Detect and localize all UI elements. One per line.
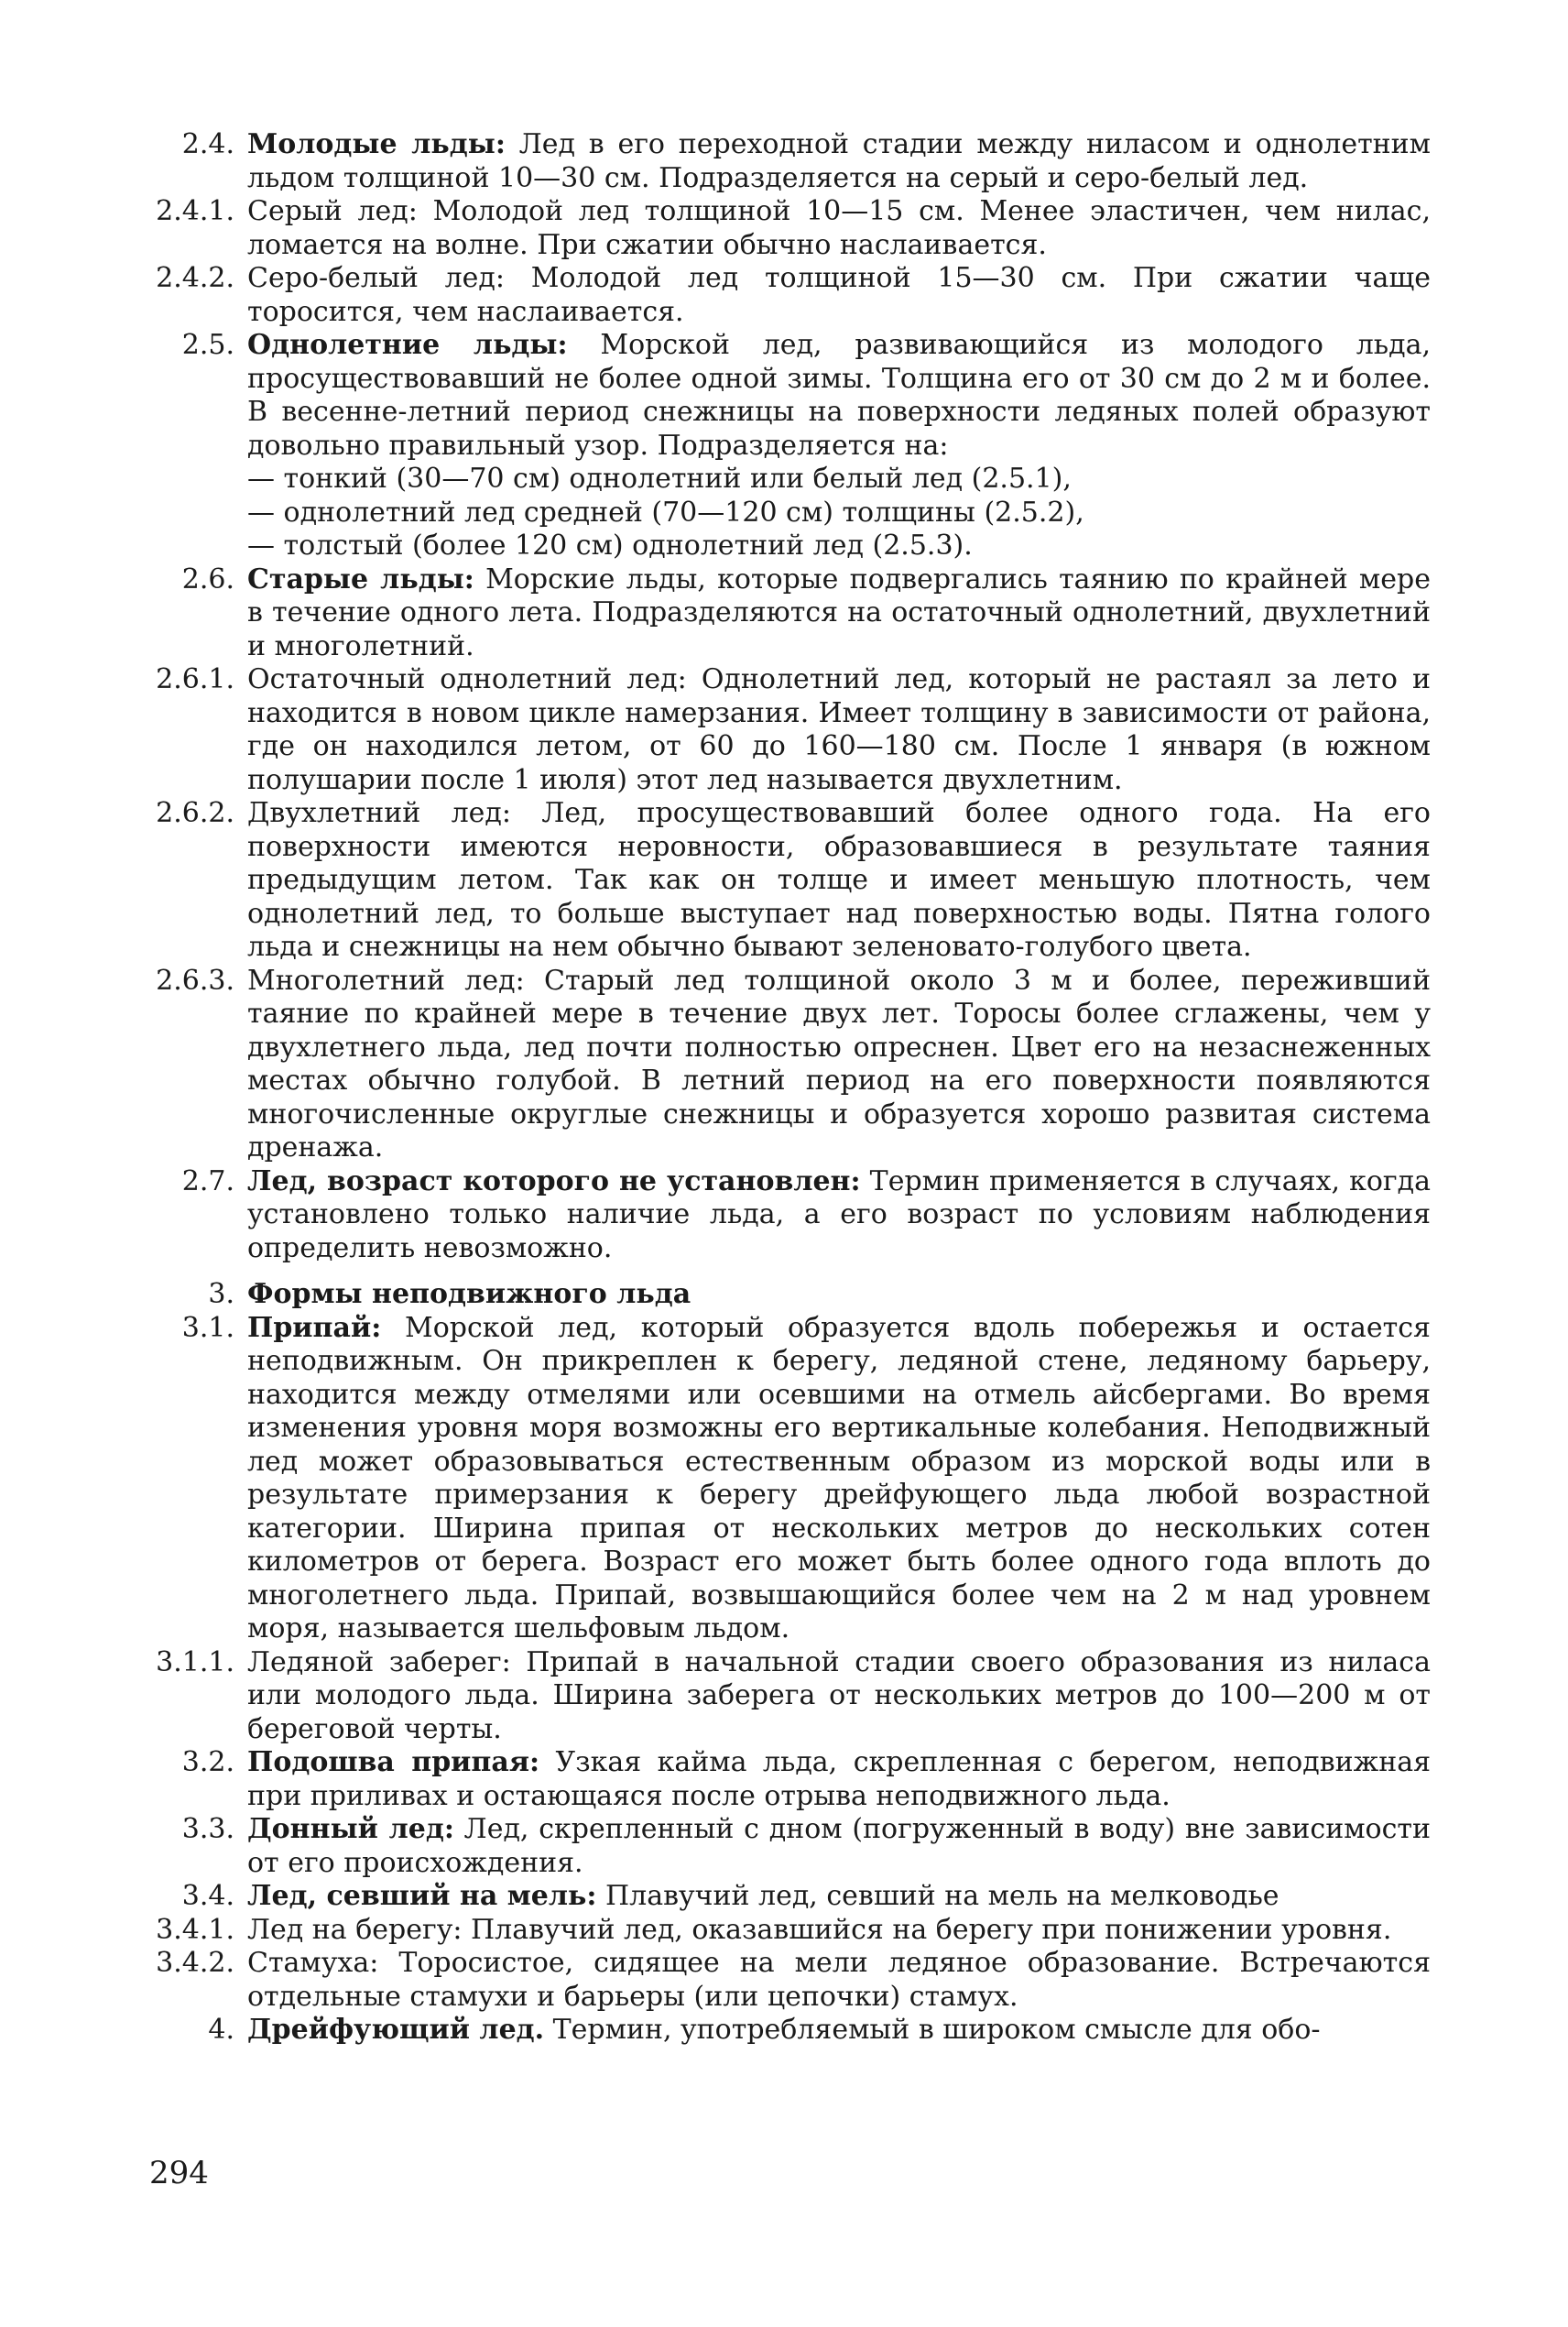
entry-body	[247, 1278, 1431, 1312]
entry-3-4-2	[137, 1947, 1431, 2014]
entry-2-5	[137, 329, 1431, 463]
entry-body	[247, 2014, 1431, 2048]
entry-body	[247, 563, 1431, 664]
entry-text: Морской лед, который образуется вдоль побережья и остается неподвижным. Он прикреплен к берегу, ледяной стене, ледяному барьеру, находится между отмелями или осевшими на отмель айсбергами. Во время изменения уровня моря возможны его вертикальные колебания. Неподвижный лед может образовываться естественным образом из морской воды или в результате примерзания к берегу дрейфующего льда любой возрастной категории. Ширина припая от нескольких метров до нескольких сотен километров от берега. Возраст его может быть более одного года вплоть до многолетнего льда. Припай, возвышающийся более чем на 2 м над уровнем моря, называется шельфовым льдом.	[247, 1311, 1431, 1644]
entry-body	[247, 1880, 1431, 1914]
entry-number: 3.2.	[181, 1746, 234, 1778]
entry-text: Морской лед, развивающийся из молодого льда, просуществовавший не более одной зимы. Толщина его от 30 см до 2 м и более. В весенне-летний период снежницы на поверхности ледяных полей образуют довольно правильный узор. Подразделяется на:	[247, 329, 1432, 462]
entry-term: Однолетние льды:	[247, 329, 568, 361]
entry-number: 3.1.	[181, 1311, 234, 1344]
section-heading-3	[137, 1278, 1431, 1312]
entry-body	[247, 1312, 1431, 1646]
entry-2-6	[137, 563, 1431, 664]
entry-text: Плавучий лед, севший на мель на мелководье	[596, 1880, 1279, 1912]
entry-number: 4.	[208, 2014, 234, 2046]
entry-number: 2.6.	[181, 563, 234, 595]
list-item-thick-ice	[137, 530, 1431, 563]
entry-body	[247, 965, 1431, 1165]
entry-body	[247, 463, 1431, 497]
entry-number: 3.4.1.	[156, 1913, 234, 1946]
entry-term: Лед, севший на мель:	[247, 1880, 597, 1912]
entry-text: Морские льды, которые подвергались таянию по крайней мере в течение одного лета. Подразделяются на остаточный однолетний, двухлетний и многолетний.	[247, 563, 1431, 662]
entry-term: Донный лед:	[247, 1813, 454, 1845]
entry-text: — однолетний лед средней (70—120 см) толщины (2.5.2),	[247, 496, 1084, 529]
entry-text: Термин применяется в случаях, когда установлено только наличие льда, а его возраст по условиям наблюдения определить невозможно.	[247, 1164, 1431, 1264]
entry-2-4	[137, 128, 1431, 195]
entry-body	[247, 1646, 1431, 1747]
entry-body	[247, 1947, 1431, 2014]
entry-body	[247, 128, 1431, 195]
page-number: 294	[149, 2155, 209, 2191]
entry-2-4-1	[137, 195, 1431, 262]
entry-3-4-1	[137, 1914, 1431, 1948]
entry-3-4	[137, 1880, 1431, 1914]
entry-term: Лед, возраст которого не установлен:	[247, 1164, 861, 1197]
entry-2-6-3	[137, 965, 1431, 1165]
entry-text: Ледяной заберег: Припай в начальной стадии своего образования из ниласа или молодого льда. Ширина заберега от нескольких метров до 100—200 м от береговой черты.	[247, 1645, 1431, 1745]
entry-3-2	[137, 1746, 1431, 1813]
entry-text: Многолетний лед: Старый лед толщиной около 3 м и более, переживший таяние по крайней мере в течение двух лет. Торосы более сглажены, чем у двухлетнего льда, лед почти полностью опреснен. Цвет его на незаснеженных местах обычно голубой. В летний период на его поверхности появляются многочисленные округлые снежницы и образуется хорошо развитая система дренажа.	[247, 964, 1431, 1164]
entry-3-1	[137, 1312, 1431, 1646]
entry-2-4-2	[137, 262, 1431, 329]
entry-number: 2.7.	[181, 1164, 234, 1197]
entry-number: 2.4.1.	[156, 195, 234, 227]
entry-text: Термин, употребляемый в широком смысле для обо-	[544, 2014, 1321, 2046]
entry-number: 3.	[208, 1278, 234, 1310]
entry-body	[247, 1914, 1431, 1948]
entry-text: Узкая кайма льда, скрепленная с берегом, неподвижная при приливах и остающаяся после отрыва неподвижного льда.	[247, 1746, 1432, 1812]
entry-body	[247, 1746, 1431, 1813]
entry-3-1-1	[137, 1646, 1431, 1747]
entry-2-7	[137, 1165, 1431, 1266]
entry-text: Лед на берегу: Плавучий лед, оказавшийся на берегу при понижении уровня.	[247, 1913, 1392, 1946]
entry-text: Стамуха: Торосистое, сидящее на мели ледяное образование. Встречаются отдельные стамухи и барьеры (или цепочки) стамух.	[247, 1947, 1431, 2013]
entry-number: 3.3.	[181, 1813, 234, 1845]
entry-number: 2.6.3.	[156, 964, 234, 997]
entry-text: Лед в его переходной стадии между ниласом и однолетним льдом толщиной 10—30 см. Подразделяется на серый и серо-белый лед.	[247, 128, 1431, 194]
list-item-medium-ice	[137, 497, 1431, 530]
entry-text: — толстый (более 120 см) однолетний лед (2.5.3).	[247, 530, 973, 562]
entry-2-6-2	[137, 797, 1431, 965]
entry-number: 2.4.	[181, 128, 234, 160]
list-item-thin-ice	[137, 463, 1431, 497]
entry-number: 2.6.1.	[156, 663, 234, 695]
entry-3-3	[137, 1813, 1431, 1880]
entry-text: Лед, скрепленный с дном (погруженный в воду) вне зависимости от его происхождения.	[247, 1813, 1431, 1879]
entry-number: 2.4.2.	[156, 262, 234, 294]
entry-body	[247, 1165, 1431, 1266]
entry-body	[247, 1813, 1431, 1880]
entry-text: Серо-белый лед: Молодой лед толщиной 15—30 см. При сжатии чаще торосится, чем наслаивается.	[247, 262, 1431, 328]
entry-2-6-1	[137, 663, 1431, 797]
entry-text: Серый лед: Молодой лед толщиной 10—15 см. Менее эластичен, чем нилас, ломается на волне. При сжатии обычно наслаивается.	[247, 195, 1431, 261]
entry-term: Припай:	[247, 1311, 382, 1344]
entry-body	[247, 530, 1431, 563]
entry-number: 2.5.	[181, 329, 234, 361]
entry-number: 3.1.1.	[156, 1645, 234, 1678]
entry-body	[247, 663, 1431, 797]
entry-text: Двухлетний лед: Лед, просуществовавший более одного года. На его поверхности имеются неровности, образовавшиеся в результате таяния предыдущим летом. Так как он толще и имеет меньшую плотность, чем однолетний лед, то больше выступает над поверхностью воды. Пятна голого льда и снежницы на нем обычно бывают зеленовато-голубого цвета.	[247, 797, 1431, 963]
entry-body	[247, 329, 1431, 463]
entry-term: Старые льды:	[247, 563, 474, 595]
entry-term: Дрейфующий лед.	[247, 2014, 545, 2046]
entry-number: 3.4.	[181, 1880, 234, 1912]
entry-text: Остаточный однолетний лед: Однолетний лед, который не растаял за лето и находится в новом цикле намерзания. Имеет толщину в зависимости от района, где он находился летом, от 60 до 160—180 см. После 1 января (в южном полушарии после 1 июля) этот лед называется двухлетним.	[247, 663, 1431, 796]
entry-body	[247, 797, 1431, 965]
entry-body	[247, 497, 1431, 530]
entry-term: Молодые льды:	[247, 128, 506, 160]
entry-text: — тонкий (30—70 см) однолетний или белый лед (2.5.1),	[247, 463, 1072, 495]
entry-number: 2.6.2.	[156, 797, 234, 829]
entry-4	[137, 2014, 1431, 2048]
entry-body	[247, 195, 1431, 262]
entry-term: Подошва припая:	[247, 1746, 540, 1778]
entry-number: 3.4.2.	[156, 1947, 234, 1979]
entry-body	[247, 262, 1431, 329]
section-title: Формы неподвижного льда	[247, 1278, 691, 1310]
